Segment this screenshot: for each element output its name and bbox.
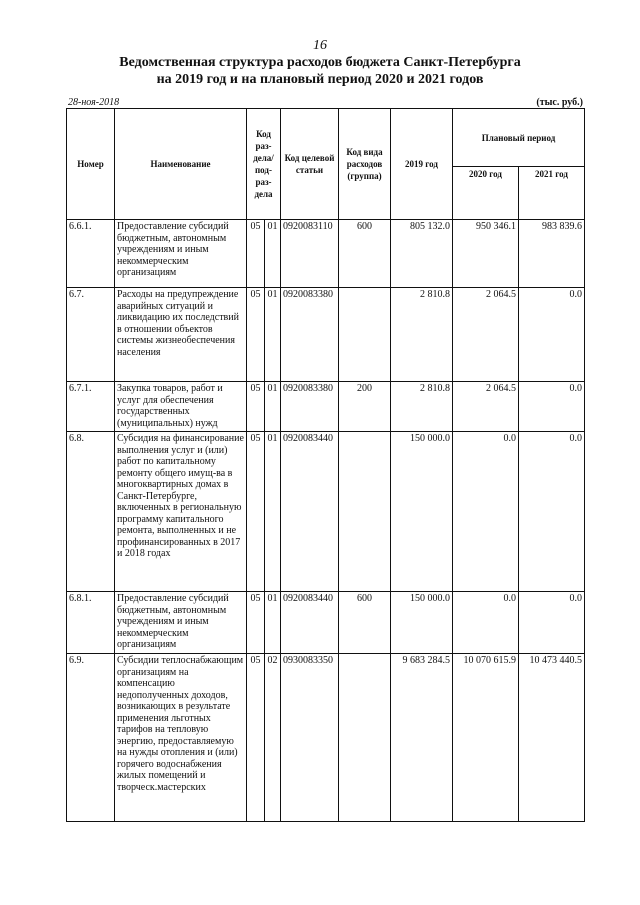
row-target: 0920083380 <box>281 382 339 432</box>
document-date: 28-ноя-2018 <box>68 97 120 108</box>
row-2019: 2 810.8 <box>391 288 453 382</box>
row-target: 0920083380 <box>281 288 339 382</box>
row-number: 6.8. <box>67 432 115 592</box>
header-name: Наименование <box>115 109 247 220</box>
row-subsection: 01 <box>265 432 281 592</box>
header-plan-period: Плановый период <box>453 109 585 167</box>
row-2021: 0.0 <box>519 288 585 382</box>
row-2019: 9 683 284.5 <box>391 654 453 822</box>
row-2021: 0.0 <box>519 432 585 592</box>
row-2020: 2 064.5 <box>453 382 519 432</box>
row-name: Субсидии теплоснабжающим организациям на компенсацию недополученных доходов, возникающих в результате применения льготных тарифов на тепловую энергию, предоставляемую на нужды отопления и (или) горячего водоснабжения жилых помещений и творческ.мастерских <box>115 654 247 822</box>
row-subsection: 01 <box>265 382 281 432</box>
row-2019: 805 132.0 <box>391 220 453 288</box>
document-title <box>0 54 640 88</box>
title-line-1: Ведомственная структура расходов бюджета Санкт-Петербурга <box>119 55 521 70</box>
row-section: 05 <box>247 432 265 592</box>
table-row <box>67 432 585 592</box>
row-number: 6.6.1. <box>67 220 115 288</box>
row-2020: 950 346.1 <box>453 220 519 288</box>
row-number: 6.9. <box>67 654 115 822</box>
row-target: 0930083350 <box>281 654 339 822</box>
row-target: 0920083110 <box>281 220 339 288</box>
header-section: Код раз-дела/ под-раз-дела <box>247 109 281 220</box>
units-label: (тыс. руб.) <box>536 97 583 108</box>
header-2019: 2019 год <box>391 109 453 220</box>
row-2021: 0.0 <box>519 592 585 654</box>
row-name: Субсидия на финансирование выполнения услуг и (или) работ по капитальному ремонту общего имущ-ва в многоквартирных домах в Санкт-Петербурге, включенных в региональную программу капитального ремонта, выполненных и не профинансированных в 2017 и 2018 годах <box>115 432 247 592</box>
table-row <box>67 654 585 822</box>
title-line-2: на 2019 год и на плановый период 2020 и 2021 годов <box>156 72 484 87</box>
row-2021: 0.0 <box>519 382 585 432</box>
row-2021: 983 839.6 <box>519 220 585 288</box>
header-target: Код целевой статьи <box>281 109 339 220</box>
row-2019: 150 000.0 <box>391 592 453 654</box>
header-expense-type: Код вида расходов (группа) <box>339 109 391 220</box>
row-target: 0920083440 <box>281 592 339 654</box>
row-expense-type <box>339 432 391 592</box>
row-expense-type <box>339 288 391 382</box>
header-2021: 2021 год <box>519 167 585 220</box>
row-subsection: 01 <box>265 220 281 288</box>
row-target: 0920083440 <box>281 432 339 592</box>
row-name: Закупка товаров, работ и услуг для обеспечения государственных (муниципальных) нужд <box>115 382 247 432</box>
row-expense-type: 600 <box>339 220 391 288</box>
row-section: 05 <box>247 592 265 654</box>
table-row <box>67 592 585 654</box>
row-2019: 2 810.8 <box>391 382 453 432</box>
table-row <box>67 382 585 432</box>
budget-table <box>66 108 585 822</box>
row-section: 05 <box>247 382 265 432</box>
header-number: Номер <box>67 109 115 220</box>
row-expense-type <box>339 654 391 822</box>
row-name: Расходы на предупреждение аварийных ситуаций и ликвидацию их последствий в отношении объектов системы жизнеобеспечения населения <box>115 288 247 382</box>
row-number: 6.7. <box>67 288 115 382</box>
row-number: 6.7.1. <box>67 382 115 432</box>
row-2020: 0.0 <box>453 592 519 654</box>
row-subsection: 01 <box>265 288 281 382</box>
row-name: Предоставление субсидий бюджетным, автономным учреждениям и иным некоммерческим организациям <box>115 592 247 654</box>
table-row <box>67 288 585 382</box>
row-subsection: 02 <box>265 654 281 822</box>
row-2020: 0.0 <box>453 432 519 592</box>
table-row <box>67 220 585 288</box>
row-subsection: 01 <box>265 592 281 654</box>
row-section: 05 <box>247 288 265 382</box>
header-2020: 2020 год <box>453 167 519 220</box>
row-number: 6.8.1. <box>67 592 115 654</box>
row-expense-type: 600 <box>339 592 391 654</box>
row-2020: 10 070 615.9 <box>453 654 519 822</box>
row-2019: 150 000.0 <box>391 432 453 592</box>
row-2021: 10 473 440.5 <box>519 654 585 822</box>
row-section: 05 <box>247 654 265 822</box>
page-number: 16 <box>313 38 327 53</box>
row-name: Предоставление субсидий бюджетным, автономным учреждениям и иным некоммерческим организациям <box>115 220 247 288</box>
row-section: 05 <box>247 220 265 288</box>
row-2020: 2 064.5 <box>453 288 519 382</box>
row-expense-type: 200 <box>339 382 391 432</box>
